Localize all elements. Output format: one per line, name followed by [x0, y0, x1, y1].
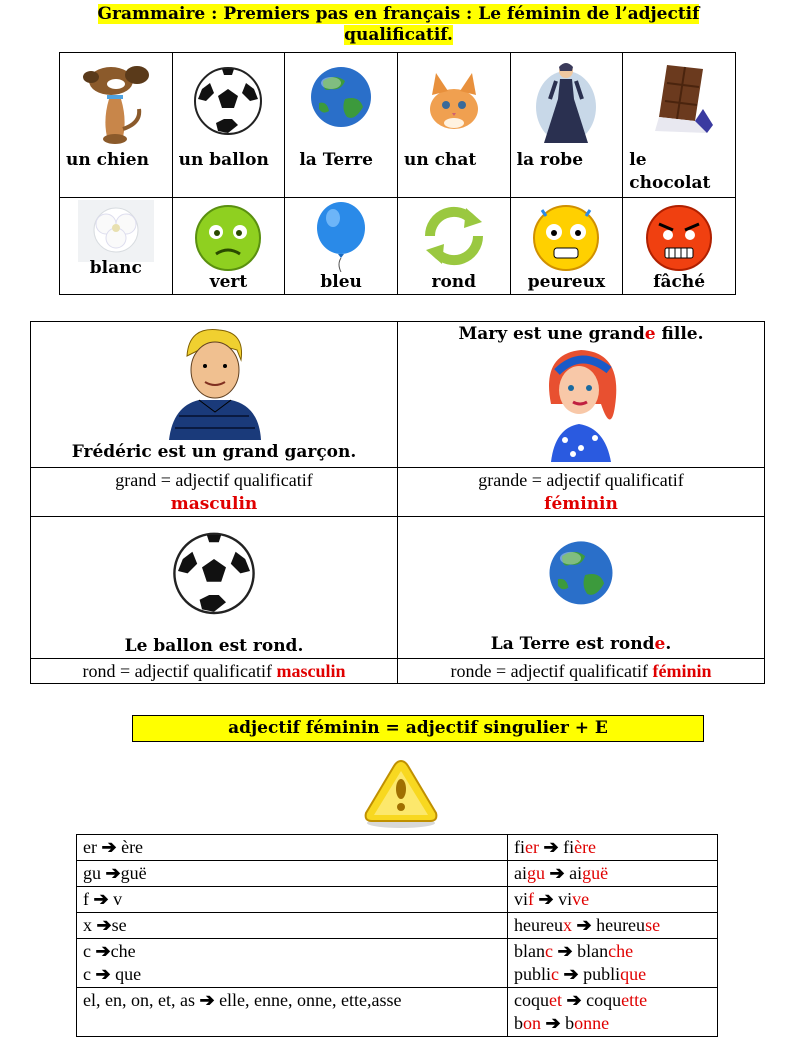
ending-example: vif ➔ vive	[514, 889, 590, 909]
vocab-word: blanc	[89, 258, 142, 278]
vocab-cell-white	[60, 198, 173, 295]
ending-example-cell	[508, 913, 718, 939]
blue-balloon-icon	[311, 200, 371, 272]
ending-rule: c ➔ que	[83, 964, 142, 984]
rule-banner: adjectif féminin = adjectif singulier + E	[132, 715, 704, 742]
vocab-cell-round	[397, 198, 510, 295]
endings-row	[77, 887, 718, 913]
endings-row	[77, 835, 718, 861]
endings-row	[77, 913, 718, 939]
girl-definition-cell: grande = adjectif qualificatif féminin	[398, 468, 765, 517]
vocab-word: un chat	[403, 150, 477, 170]
vocab-cell-dress	[510, 53, 623, 198]
ending-example: fier ➔ fière	[514, 837, 597, 857]
vocab-cell-cat	[397, 53, 510, 198]
earth-sentence: La Terre est ronde.	[490, 634, 672, 654]
ending-example: public ➔ publique	[514, 964, 647, 984]
ending-rule-cell	[77, 913, 508, 939]
chocolate-bar-icon	[637, 59, 721, 139]
girl-icon	[531, 344, 631, 462]
ending-rule: f ➔ v	[83, 889, 123, 909]
vocab-cell-earth	[285, 53, 398, 198]
ending-rule: el, en, on, et, as ➔ elle, enne, onne, ette,asse	[83, 990, 402, 1010]
vocab-word: peureux	[527, 272, 606, 292]
vocab-word: le chocolat	[629, 150, 711, 193]
vocab-word: un ballon	[178, 150, 269, 170]
white-flower-icon	[78, 200, 154, 262]
ending-example: heureux ➔ heureuse	[514, 915, 661, 935]
scared-face-icon	[528, 200, 604, 272]
endings-table	[76, 834, 718, 1037]
vocab-cell-green	[172, 198, 285, 295]
ending-rule-cell	[77, 988, 508, 1037]
boy-cell	[31, 322, 398, 468]
ending-rule-cell	[77, 887, 508, 913]
ending-example: blanc ➔ blanche	[514, 941, 634, 961]
earth-cell	[398, 517, 765, 659]
vocab-cell-dog	[60, 53, 173, 198]
ending-example: bon ➔ bonne	[514, 1013, 610, 1033]
ending-example-cell	[508, 861, 718, 887]
earth-globe-icon	[539, 533, 623, 617]
vocab-word: un chien	[66, 150, 149, 170]
girl-cell	[398, 322, 765, 468]
page-title: Grammaire : Premiers pas en français : Le féminin de l’adjectif qualificatif.	[97, 4, 700, 45]
ending-example-cell	[508, 988, 718, 1037]
arrow-icon: ➔	[96, 915, 112, 935]
dog-icon	[71, 59, 161, 145]
boy-sentence: Frédéric est un grand garçon.	[71, 442, 357, 462]
arrow-icon: ➔	[95, 964, 111, 984]
vocab-cell-chocolate	[623, 53, 736, 198]
ball-cell	[31, 517, 398, 659]
vocab-word: fâché	[653, 272, 706, 292]
ending-example-cell	[508, 887, 718, 913]
soccer-ball-icon	[188, 59, 268, 139]
ending-rule: c ➔che	[83, 941, 136, 961]
vocab-cell-blue	[285, 198, 398, 295]
arrow-icon: ➔	[545, 863, 570, 883]
arrow-icon: ➔	[199, 990, 215, 1010]
refresh-arrows-icon	[416, 200, 492, 272]
arrow-icon: ➔	[553, 941, 578, 961]
ending-rule-cell	[77, 939, 508, 988]
vocab-cell-scared	[510, 198, 623, 295]
angry-face-icon	[641, 200, 717, 272]
arrow-icon: ➔	[95, 941, 111, 961]
endings-row	[77, 861, 718, 887]
ending-rule: gu ➔guë	[83, 863, 147, 883]
earth-globe-icon	[301, 59, 381, 139]
ending-rule: x ➔se	[83, 915, 127, 935]
ball-definition-cell: rond = adjectif qualificatif masculin	[31, 659, 398, 684]
ending-rule-cell	[77, 861, 508, 887]
cat-icon	[414, 59, 494, 139]
arrow-icon: ➔	[538, 837, 564, 857]
earth-definition-cell: ronde = adjectif qualificatif féminin	[398, 659, 765, 684]
ending-example: coquet ➔ coquette	[514, 990, 648, 1010]
ending-rule: er ➔ ère	[83, 837, 144, 857]
warning-icon	[362, 757, 440, 829]
vocab-word: vert	[209, 272, 248, 292]
vocab-cell-angry	[623, 198, 736, 295]
arrow-icon: ➔	[534, 889, 559, 909]
ending-example-cell	[508, 835, 718, 861]
vocab-cell-ball	[172, 53, 285, 198]
endings-row	[77, 988, 718, 1037]
dress-lady-icon	[526, 59, 606, 145]
endings-row	[77, 939, 718, 988]
boy-icon	[159, 326, 269, 440]
arrow-icon: ➔	[559, 964, 584, 984]
soccer-ball-icon	[166, 523, 262, 619]
arrow-icon: ➔	[93, 889, 109, 909]
ending-rule-cell	[77, 835, 508, 861]
arrow-icon: ➔	[105, 863, 121, 883]
vocab-word: la Terre	[299, 150, 373, 170]
comparison-table	[30, 321, 765, 684]
vocabulary-table	[59, 52, 736, 295]
boy-definition-cell: grand = adjectif qualificatif masculin	[31, 468, 398, 517]
girl-sentence: Mary est une grande fille.	[458, 324, 704, 344]
vocab-word: rond	[431, 272, 477, 292]
ending-example: aigu ➔ aiguë	[514, 863, 609, 883]
arrow-icon: ➔	[101, 837, 117, 857]
arrow-icon: ➔	[562, 990, 587, 1010]
vocab-word: bleu	[320, 272, 362, 292]
ball-sentence: Le ballon est rond.	[124, 636, 304, 656]
ending-example-cell	[508, 939, 718, 988]
arrow-icon: ➔	[571, 915, 597, 935]
vocab-word: la robe	[516, 150, 584, 170]
arrow-icon: ➔	[541, 1013, 566, 1033]
sick-green-face-icon	[190, 200, 266, 272]
